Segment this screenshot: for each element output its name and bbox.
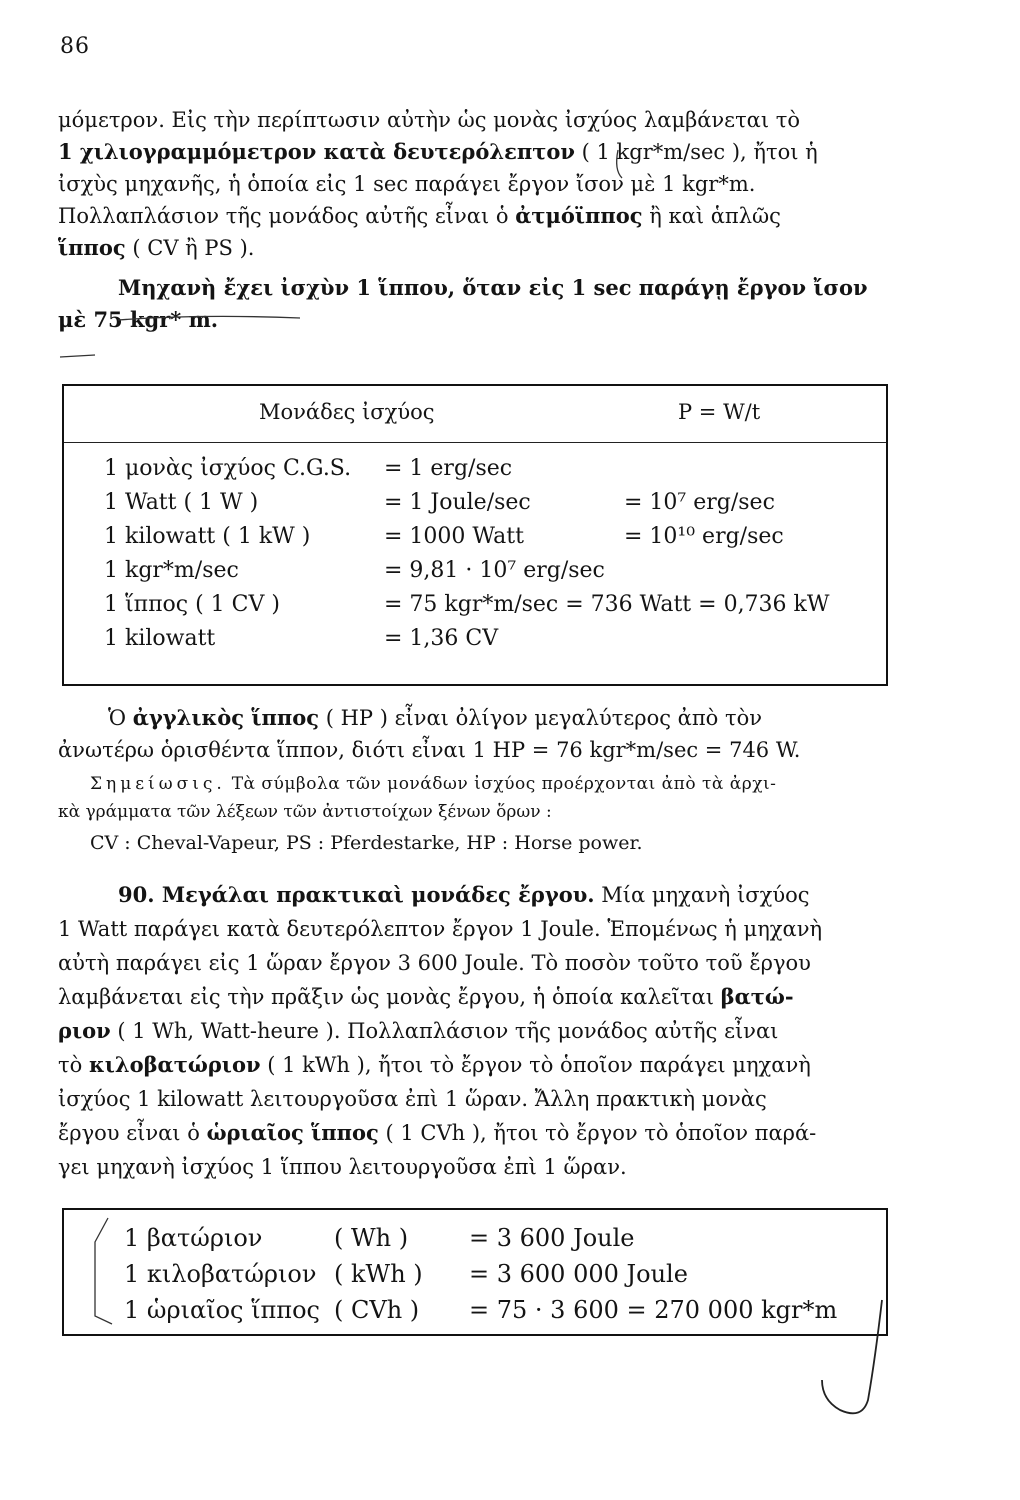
section-90-line-5-bold: ριον <box>58 1018 111 1043</box>
section-90-heading: 90. Μεγάλαι πρακτικαὶ μονάδες ἔργου. <box>118 882 595 907</box>
energy-units-box <box>62 1208 888 1336</box>
english-hp-rest: ( HP ) εἶναι ὀλίγον μεγαλύτερος ἀπὸ τὸν <box>325 706 762 730</box>
unit-cell: 1 βατώριον <box>124 1224 263 1252</box>
section-90-line-8 <box>58 1116 903 1150</box>
intro-line-4-post: ἢ καὶ ἁπλῶς <box>649 204 781 228</box>
english-hp-line-2: ἀνωτέρω ὁρισθέντα ἵππον, διότι εἶναι 1 HP = 76 kgr*m/sec = 746 W. <box>58 738 801 762</box>
extra-cell: = 10⁷ erg/sec <box>624 490 775 515</box>
section-90-line-6-pre: τὸ <box>58 1053 83 1077</box>
unit-cell: 1 Watt ( 1 W ) <box>104 490 259 515</box>
table-row <box>104 456 904 490</box>
table-row <box>104 626 904 660</box>
extra-cell: = 10¹⁰ erg/sec <box>624 524 784 549</box>
section-90-line-1-rest: Μία μηχανὴ ἰσχύος <box>601 883 810 907</box>
note-label: Σημείωσις. <box>90 774 226 794</box>
unit-cell: 1 kgr*m/sec <box>104 558 239 583</box>
english-hp-paragraph <box>58 702 903 766</box>
section-90-line-6 <box>58 1048 903 1082</box>
unit-cell: 1 μονὰς ἰσχύος C.G.S. <box>104 456 352 481</box>
table-row <box>124 1224 904 1260</box>
table-row <box>124 1260 904 1296</box>
english-hp-bold: ἀγγλικὸς ἵππος <box>132 705 320 730</box>
table-row <box>104 558 904 592</box>
note-line-3: CV : Cheval-Vapeur, PS : Pferdestarke, HP : Horse power. <box>90 832 643 854</box>
value-cell: = 1 Joule/sec <box>384 490 531 515</box>
section-90-line-4 <box>58 980 903 1014</box>
english-hp-line-1 <box>58 702 903 734</box>
section-90-line-7: ἰσχύος 1 kilowatt λειτουργοῦσα ἐπὶ 1 ὥραν. Ἄλλη πρακτικὴ μονὰς <box>58 1087 767 1111</box>
unit-cell: 1 ἵππος ( 1 CV ) <box>104 592 280 617</box>
intro-line-2 <box>58 136 903 168</box>
table-row <box>104 524 904 558</box>
unit-cell: 1 kilowatt <box>104 626 216 651</box>
symbol-cell: ( kWh ) <box>334 1260 423 1288</box>
intro-line-5-rest: ( CV ἢ PS ). <box>132 236 255 260</box>
section-90-line-5-rest: ( 1 Wh, Watt-heure ). Πολλαπλάσιον τῆς μονάδος αὐτῆς εἶναι <box>117 1019 779 1043</box>
section-90-line-8-pre: ἔργου εἶναι ὁ <box>58 1121 200 1145</box>
section-90-line-5 <box>58 1014 903 1048</box>
section-90-line-9: γει μηχανὴ ἰσχύος 1 ἵππου λειτουργοῦσα ἐπὶ 1 ὥραν. <box>58 1155 627 1179</box>
section-90-line-8-rest: ( 1 CVh ), ἤτοι τὸ ἔργον τὸ ὁποῖον παρά- <box>385 1121 817 1145</box>
note-text-1: Τὰ σύμβολα τῶν μονάδων ἰσχύος προέρχονται ἀπὸ τὰ ἀρχι- <box>231 774 777 794</box>
underline-mark-2 <box>60 355 95 357</box>
power-table-divider <box>64 442 886 443</box>
power-table-title: Μονάδες ἰσχύος <box>259 400 435 424</box>
section-90-line-2: 1 Watt παράγει κατὰ δευτερόλεπτον ἔργον 1 Joule. Ἑπομένως ἡ μηχανὴ <box>58 917 823 941</box>
section-90-line-6-bold: κιλοβατώριον <box>88 1052 261 1077</box>
intro-line-5 <box>58 232 903 264</box>
power-table-formula: P = W/t <box>678 400 761 424</box>
power-units-box <box>62 384 888 686</box>
intro-line-2-rest: ( 1 kgr*m/sec ), ἤτοι ἡ <box>581 140 818 164</box>
section-90-line-6-rest: ( 1 kWh ), ἤτοι τὸ ἔργον τὸ ὁποῖον παράγει μηχανὴ <box>267 1053 811 1077</box>
table-row <box>104 592 904 626</box>
value-cell: = 1,36 CV <box>384 626 499 651</box>
symbol-cell: ( Wh ) <box>334 1224 409 1252</box>
value-cell: = 3 600 000 Joule <box>469 1260 688 1288</box>
section-90 <box>58 878 903 1184</box>
intro-line-4-pre: Πολλαπλάσιον τῆς μονάδος αὐτῆς εἶναι ὁ <box>58 204 509 228</box>
unit-cell: 1 kilowatt ( 1 kW ) <box>104 524 311 549</box>
unit-cell: 1 ὡριαῖος ἵππος <box>124 1296 320 1324</box>
intro-line-4 <box>58 200 903 232</box>
definition-line-1: Μηχανὴ ἔχει ἰσχὺν 1 ἵππου, ὅταν εἰς 1 sec παράγῃ ἔργον ἴσον <box>118 275 868 300</box>
note-line-2: κὰ γράμματα τῶν λέξεων τῶν ἀντιστοίχων ξένων ὅρων : <box>58 802 552 822</box>
value-cell: = 75 kgr*m/sec = 736 Watt = 0,736 kW <box>384 592 830 617</box>
intro-line-3: ἰσχὺς μηχανῆς, ἡ ὁποία εἰς 1 sec παράγει ἔργον ἴσον μὲ 1 kgr*m. <box>58 172 756 196</box>
section-90-line-8-bold: ὡριαῖος ἵππος <box>206 1120 379 1145</box>
value-cell: = 75 · 3 600 = 270 000 kgr*m <box>469 1296 838 1324</box>
intro-paragraph <box>58 104 903 336</box>
intro-line-5-bold: ἵππος <box>58 235 126 260</box>
intro-line-2-bold: 1 χιλιογραμμόμετρον κατὰ δευτερόλεπτον <box>58 139 575 164</box>
section-90-line-1 <box>58 878 903 912</box>
note-line-1 <box>90 774 776 794</box>
unit-cell: 1 κιλοβατώριον <box>124 1260 317 1288</box>
section-90-line-3: αὐτὴ παράγει εἰς 1 ὥραν ἔργον 3 600 Joule. Τὸ ποσὸν τοῦτο τοῦ ἔργου <box>58 951 811 975</box>
intro-line-4-bold: ἀτμόϊππος <box>515 203 643 228</box>
intro-line-1: μόμετρον. Εἰς τὴν περίπτωσιν αὐτὴν ὡς μονὰς ἰσχύος λαμβάνεται τὸ <box>58 108 801 132</box>
definition-line-2: μὲ 75 kgr* m. <box>58 307 219 332</box>
english-hp-article: Ὁ <box>108 706 127 730</box>
table-row <box>104 490 904 524</box>
section-90-line-4-bold: βατώ- <box>720 984 794 1009</box>
value-cell: = 1000 Watt <box>384 524 524 549</box>
value-cell: = 9,81 · 10⁷ erg/sec <box>384 558 605 583</box>
value-cell: = 3 600 Joule <box>469 1224 635 1252</box>
value-cell: = 1 erg/sec <box>384 456 513 481</box>
page-number: 86 <box>60 34 90 59</box>
symbol-cell: ( CVh ) <box>334 1296 420 1324</box>
table-row <box>124 1296 904 1332</box>
section-90-line-4-pre: λαμβάνεται εἰς τὴν πρᾶξιν ὡς μονὰς ἔργου, ἡ ὁποία καλεῖται <box>58 985 714 1009</box>
